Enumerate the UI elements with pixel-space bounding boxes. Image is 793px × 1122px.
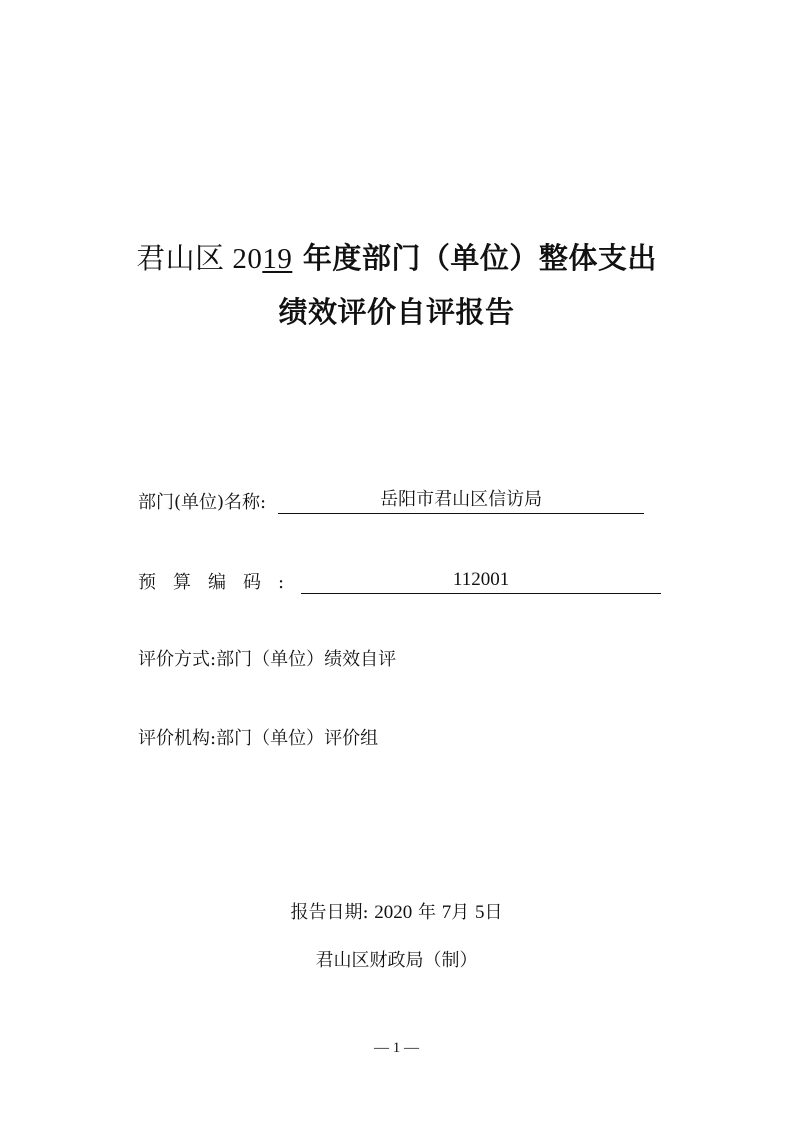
dept-name-label: 部门(单位)名称: <box>138 492 267 513</box>
dept-name-value: 岳阳市君山区信访局 <box>278 488 644 514</box>
page-number: — 1 — <box>374 1040 419 1056</box>
budget-code-value: 112001 <box>301 568 661 594</box>
evaluation-org-field <box>138 724 378 750</box>
report-title-line-2: 绩效评价自评报告 <box>278 295 515 329</box>
budget-code-label: 预算编码: <box>138 572 302 593</box>
report-date-day-unit: 日 <box>484 902 503 923</box>
title-year-underlined: 19 <box>262 243 293 275</box>
report-date-label: 报告日期: <box>290 902 369 923</box>
report-date-year: 2020 <box>374 902 413 923</box>
evaluation-method-field <box>138 645 396 671</box>
evaluation-method-value: 部门（单位）绩效自评 <box>216 649 397 670</box>
title-prefix: 君山区 20 <box>136 243 263 275</box>
issuer: 君山区财政局（制） <box>315 950 478 971</box>
report-date-day: 5 <box>475 902 485 923</box>
report-date <box>0 898 793 924</box>
title-suffix: 年度部门（单位）整体支出 <box>292 241 657 275</box>
evaluation-method-label: 评价方式: <box>138 649 217 670</box>
evaluation-org-value: 部门（单位）评价组 <box>216 728 379 749</box>
report-title-line-1 <box>0 236 793 277</box>
evaluation-org-label: 评价机构: <box>138 728 217 749</box>
report-date-month-unit: 月 <box>451 902 470 923</box>
report-date-month: 7 <box>441 902 452 923</box>
budget-code-field <box>138 568 661 594</box>
report-date-year-unit: 年 <box>418 902 437 923</box>
dept-name-field <box>138 488 644 514</box>
